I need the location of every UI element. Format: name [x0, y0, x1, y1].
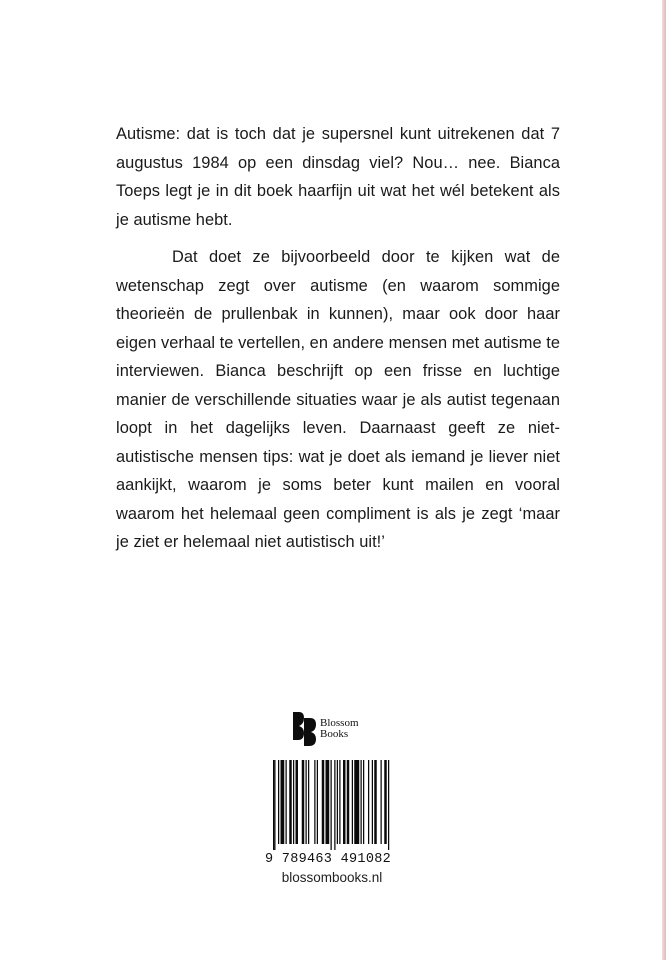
- publisher-website: blossombooks.nl: [281, 870, 383, 885]
- publisher-name-line-1: Blossom: [320, 716, 359, 729]
- barcode-bar: [322, 760, 325, 844]
- barcode-bar: [296, 760, 299, 844]
- barcode-bar: [388, 760, 389, 850]
- barcode-bar: [374, 760, 377, 844]
- blurb-paragraph-2: Dat doet ze bijvoorbeeld door te kijken wat de wetenschap zegt over autisme (en waarom sommige theorieën de prullenbak in kunnen), maar ook door haar eigen verhaal te vertellen, en andere mensen met autisme te interviewen. Bianca beschrijft op een frisse en luchtige manier de verschillende situaties waar je als autist tegenaan loopt in het dagelijks leven. Daarnaast geeft ze niet-autistische mensen tips: wat je doet als iemand je liever niet aankijkt, waarom je soms beter kunt mailen en vooral waarom het helemaal geen compliment is als je zegt ‘maar je ziet er helemaal niet autistisch uit!’: [116, 248, 560, 551]
- back-cover-blurb: [116, 120, 560, 566]
- barcode-bar: [363, 760, 364, 844]
- isbn-barcode: [270, 760, 390, 850]
- blurb-paragraph-1: Autisme: dat is toch dat je supersnel kunt uitrekenen dat 7 augustus 1984 op een dinsdag viel? Nou… nee. Bianca Toeps legt je in dit boek haarfijn uit wat het wél betekent als je autisme hebt.: [116, 125, 560, 229]
- barcode-bar: [334, 760, 335, 850]
- barcode-bar: [337, 760, 338, 844]
- publisher-name: [320, 718, 359, 741]
- barcode-bar: [317, 760, 318, 844]
- barcode-bar: [286, 760, 287, 844]
- barcode-bar: [343, 760, 346, 844]
- barcode-bar: [302, 760, 305, 844]
- barcode-bar: [308, 760, 309, 844]
- isbn-number: 9 789463 491082: [265, 852, 392, 867]
- barcode-bar: [361, 760, 362, 844]
- barcode-bar: [339, 760, 340, 844]
- barcode-bars: [270, 760, 390, 850]
- barcode-bar: [281, 760, 285, 844]
- barcode-bar: [331, 760, 332, 850]
- barcode-bar: [368, 760, 369, 844]
- barcode-bar: [354, 760, 359, 844]
- barcode-bar: [273, 760, 274, 850]
- barcode-bar: [306, 760, 307, 844]
- barcode-bar: [381, 760, 382, 844]
- barcode-bar: [278, 760, 279, 844]
- publisher-name-line-2: Books: [320, 728, 349, 740]
- barcode-bar: [372, 760, 373, 844]
- barcode-bar: [384, 760, 387, 844]
- publisher-block: [293, 712, 359, 746]
- barcode-bar: [274, 760, 275, 850]
- double-b-logo-icon: [293, 712, 317, 746]
- barcode-bar: [352, 760, 353, 844]
- barcode-bar: [326, 760, 330, 844]
- barcode-bar: [347, 760, 350, 844]
- barcode-bar: [314, 760, 315, 844]
- barcode-bar: [289, 760, 292, 844]
- cover-edge-strip: [662, 0, 666, 960]
- barcode-bar: [293, 760, 294, 844]
